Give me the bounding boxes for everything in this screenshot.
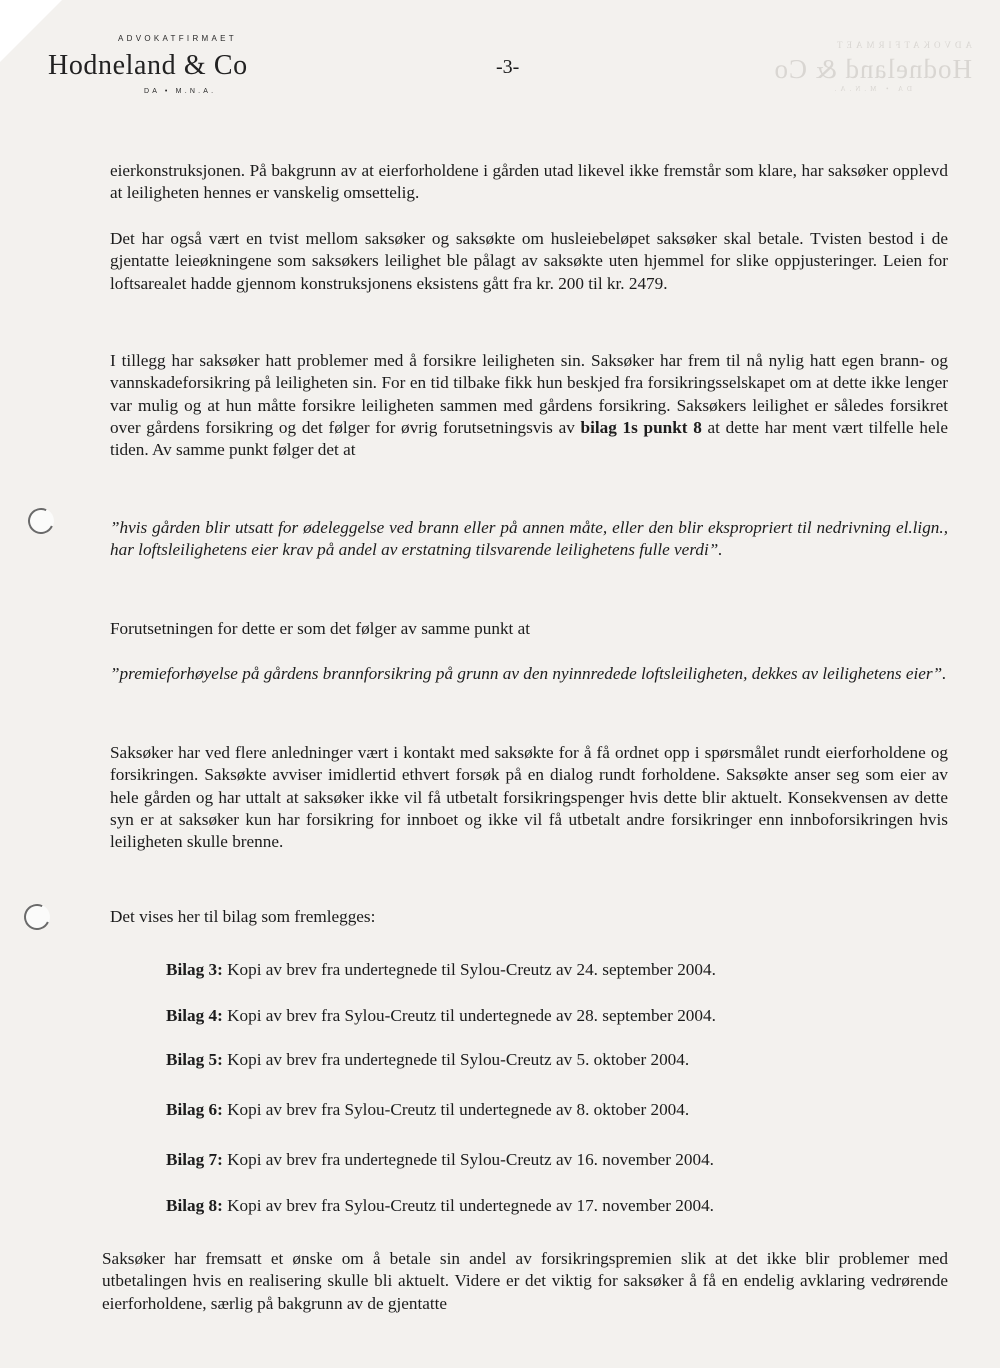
bleed-through-letterhead: ADVOKATFIRMAET Hodneland & Co DA • M.N.A. [773,40,972,93]
paragraph-2: Det har også vært en tvist mellom saksøker og saksøkte om husleiebeløpet saksøker skal betale. Tvisten bestod i de gjentatte leieøkningene som saksøkers leilighet ble pålagt av saksøkte uten hjemmel for slike oppjusteringer. Leien for loftsarealet hadde gjennom konstruksjonens eksistens gått fra kr. 200 til kr. 2479. [110,229,948,293]
paragraph-1: eierkonstruksjonen. På bakgrunn av at eierforholdene i gården utad likevel ikke fremstår som klare, har saksøker opplevd at leiligheten hennes er vanskelig omsettelig. [110,161,948,203]
paragraph-6: Det vises her til bilag som fremlegges: [110,907,376,926]
punch-hole [24,504,57,537]
paragraph-4: Forutsetningen for dette er som det følger av samme punkt at [110,619,531,638]
bilag-reference: bilag 1s punkt 8 [580,417,702,437]
bilag-item: Bilag 5: Kopi av brev fra undertegnede til Sylou-Creutz av 5. oktober 2004. [166,1050,690,1069]
quote-2: ”premieforhøyelse på gårdens brannforsikring på grunn av den nyinnredede loftsleiligheten, dekkes av leilighetens eier”. [110,664,947,683]
paragraph-3: I tillegg har saksøker hatt problemer med å forsikre leiligheten sin. Saksøker har frem til nå nylig hatt egen brann- og vannskadeforsikring på leiligheten sin. For en tid tilbake fikk hun beskjed fra forsikringsselskapet om at dette ikke lenger var mulig og at hun måtte forsikre leiligheten sammen med gårdens forsikring. Saksøkers leilighet er således forsikret over gårdens forsikring og det følger for øvrig forutsetningsvis av bilag 1s punkt 8 at dette har ment vært tilfelle hele tiden. Av samme punkt følger det at [110,351,948,460]
paragraph-5: Saksøker har ved flere anledninger vært i kontakt med saksøkte for å få ordnet opp i spørsmålet rundt eierforholdene og forsikringen. Saksøkte avviser imidlertid ethvert forsøk på en dialog rundt forholdene. Saksøkte anser seg som eier av hele gården og har uttalt at saksøker ikke vil få utbetalt forsikringspenger hvis dette blir aktuelt. Konsekvensen av dette syn er at saksøker kun har forsikring for innboet og ikke vil få utbetalt andre forsikringer enn innboforsikringen hvis leiligheten skulle brenne. [110,743,948,852]
letterhead-firm-type: ADVOKATFIRMAET [118,34,237,43]
letterhead-firm-suffix: DA • M.N.A. [144,88,217,95]
bilag-item: Bilag 6: Kopi av brev fra Sylou-Creutz til undertegnede av 8. oktober 2004. [166,1100,690,1119]
punch-hole [20,900,53,933]
quote-1: ”hvis gården blir utsatt for ødeleggelse ved brann eller på annen måte, eller den blir ekspropriert til nedrivning el.lign., har loftsleilighetens eier krav på andel av erstatning tilsvarende leilighetens fulle verdi”. [110,518,948,560]
paragraph-7: Saksøker har fremsatt et ønske om å betale sin andel av forsikringspremien slik at det ikke blir problemer med utbetalingen hvis en realisering skulle bli aktuelt. Videre er det viktig for saksøker å få en endelig avklaring vedrørende eierforholdene, særlig på bakgrunn av de gjentatte [102,1249,948,1313]
letterhead [48,28,328,108]
bilag-item: Bilag 4: Kopi av brev fra Sylou-Creutz til undertegnede av 28. september 2004. [166,1006,716,1025]
page-number: -3- [496,56,520,78]
letterhead-firm-name: Hodneland & Co [48,50,248,81]
bilag-item: Bilag 7: Kopi av brev fra undertegnede til Sylou-Creutz av 16. november 2004. [166,1150,714,1169]
bilag-item: Bilag 8: Kopi av brev fra Sylou-Creutz til undertegnede av 17. november 2004. [166,1196,714,1215]
bilag-item: Bilag 3: Kopi av brev fra undertegnede til Sylou-Creutz av 24. september 2004. [166,960,716,979]
